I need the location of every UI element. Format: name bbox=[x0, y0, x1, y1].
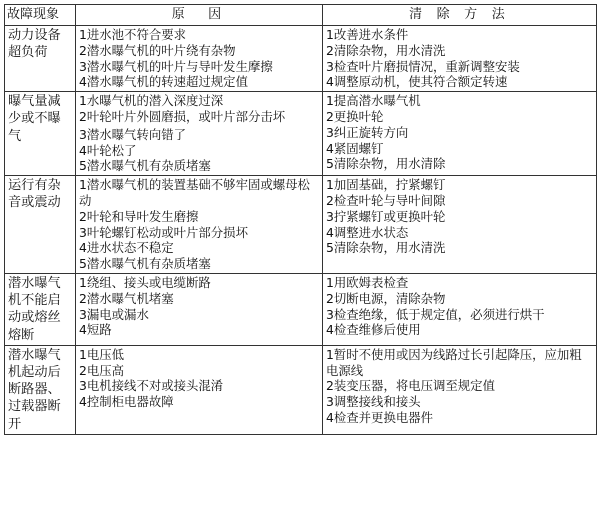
cause-item: 4进水状态不稳定 bbox=[79, 240, 174, 256]
table-row bbox=[5, 176, 597, 274]
cause-cell bbox=[76, 92, 323, 176]
fault-table bbox=[4, 4, 597, 435]
cause-item: 5潜水曝气机有杂质堵塞 bbox=[79, 158, 211, 174]
cause-item: 3电机接线不对或接头混淆 bbox=[79, 378, 224, 394]
cause-item: 4叶轮松了 bbox=[79, 142, 137, 158]
remedy-item: 4调整原动机，使其符合额定转速 bbox=[326, 74, 508, 90]
remedy-cell bbox=[323, 345, 597, 434]
cause-item: 4短路 bbox=[79, 322, 112, 338]
cause-item: 2叶轮叶片外圆磨损，或叶片部分击坏 bbox=[79, 108, 286, 124]
table-row bbox=[5, 273, 597, 345]
cause-item: 1潜水曝气机的装置基础不够牢固或螺母松动 bbox=[79, 177, 310, 208]
remedy-cell bbox=[323, 26, 597, 92]
remedy-item: 1用欧姆表检查 bbox=[326, 274, 409, 290]
remedy-item: 3检查绝缘，低于规定值，必须进行烘干 bbox=[326, 306, 545, 322]
cause-item: 2叶轮和导叶发生磨擦 bbox=[79, 208, 199, 224]
cause-item: 1电压低 bbox=[79, 346, 125, 362]
header-phenomenon: 故障现象 bbox=[5, 5, 76, 26]
table-row bbox=[5, 92, 597, 176]
header-remedy: 清 除 方 法 bbox=[323, 5, 597, 26]
fault-cell: 运行有杂音或震动 bbox=[5, 176, 76, 274]
fault-cell: 潜水曝气机起动后断路器、过载器断开 bbox=[5, 345, 76, 434]
remedy-cell bbox=[323, 92, 597, 176]
remedy-item: 3检查叶片磨损情况，重新调整安装 bbox=[326, 58, 520, 74]
remedy-item: 5清除杂物，用水清除 bbox=[326, 156, 446, 172]
cause-item: 1绕组、接头或电缆断路 bbox=[79, 274, 211, 290]
table-row bbox=[5, 26, 597, 92]
header-cause: 原 因 bbox=[76, 5, 323, 26]
remedy-item: 3纠正旋转方向 bbox=[326, 124, 409, 140]
remedy-cell bbox=[323, 176, 597, 274]
remedy-item: 4检查并更换电器件 bbox=[326, 409, 434, 425]
remedy-item: 1改善进水条件 bbox=[326, 27, 409, 42]
cause-item: 3潜水曝气转向错了 bbox=[79, 126, 187, 142]
cause-item: 4控制柜电器故障 bbox=[79, 394, 174, 410]
cause-cell bbox=[76, 273, 323, 345]
remedy-cell bbox=[323, 273, 597, 345]
cause-item: 5潜水曝气机有杂质堵塞 bbox=[79, 256, 211, 272]
cause-item: 2电压高 bbox=[79, 362, 125, 378]
remedy-item: 4紧固螺钉 bbox=[326, 140, 384, 156]
remedy-item: 1加固基础，拧紧螺钉 bbox=[326, 177, 446, 193]
cause-item: 3叶轮螺钉松动或叶片部分损坏 bbox=[79, 224, 248, 240]
remedy-item: 3拧紧螺钉或更换叶轮 bbox=[326, 208, 446, 224]
remedy-item: 2清除杂物，用水清洗 bbox=[326, 42, 446, 58]
remedy-item: 2检查叶轮与导叶间隙 bbox=[326, 192, 446, 208]
table-row bbox=[5, 345, 597, 434]
cause-item: 1水曝气机的潜入深度过深 bbox=[79, 93, 224, 109]
fault-table-page bbox=[4, 4, 596, 435]
remedy-item: 2更换叶轮 bbox=[326, 108, 384, 124]
fault-cell: 曝气量减少或不曝气 bbox=[5, 92, 76, 176]
cause-item: 2潜水曝气机堵塞 bbox=[79, 290, 174, 306]
cause-cell bbox=[76, 176, 323, 274]
header-row bbox=[5, 5, 597, 26]
cause-cell bbox=[76, 26, 323, 92]
cause-item: 4潜水曝气机的转速超过规定值 bbox=[79, 74, 248, 90]
remedy-item: 3调整接线和接头 bbox=[326, 394, 421, 410]
remedy-item: 5清除杂物，用水清洗 bbox=[326, 240, 446, 256]
remedy-item: 2切断电源，清除杂物 bbox=[326, 290, 446, 306]
remedy-item: 1提高潜水曝气机 bbox=[326, 93, 421, 109]
cause-item: 2潜水曝气机的叶片绕有杂物 bbox=[79, 42, 236, 58]
cause-item: 1进水池不符合要求 bbox=[79, 27, 187, 42]
remedy-item: 4检查维修后使用 bbox=[326, 322, 421, 338]
remedy-item: 2装变压器，将电压调至规定值 bbox=[326, 378, 495, 394]
remedy-item: 4调整进水状态 bbox=[326, 224, 409, 240]
fault-cell: 动力设备超负荷 bbox=[5, 26, 76, 92]
remedy-item: 1暂时不使用或因为线路过长引起降压，应加粗电源线 bbox=[326, 346, 582, 378]
cause-item: 3漏电或漏水 bbox=[79, 306, 149, 322]
cause-item: 3潜水曝气机的叶片与导叶发生摩擦 bbox=[79, 58, 273, 74]
cause-cell bbox=[76, 345, 323, 434]
fault-cell: 潜水曝气机不能启动或熔丝熔断 bbox=[5, 273, 76, 345]
